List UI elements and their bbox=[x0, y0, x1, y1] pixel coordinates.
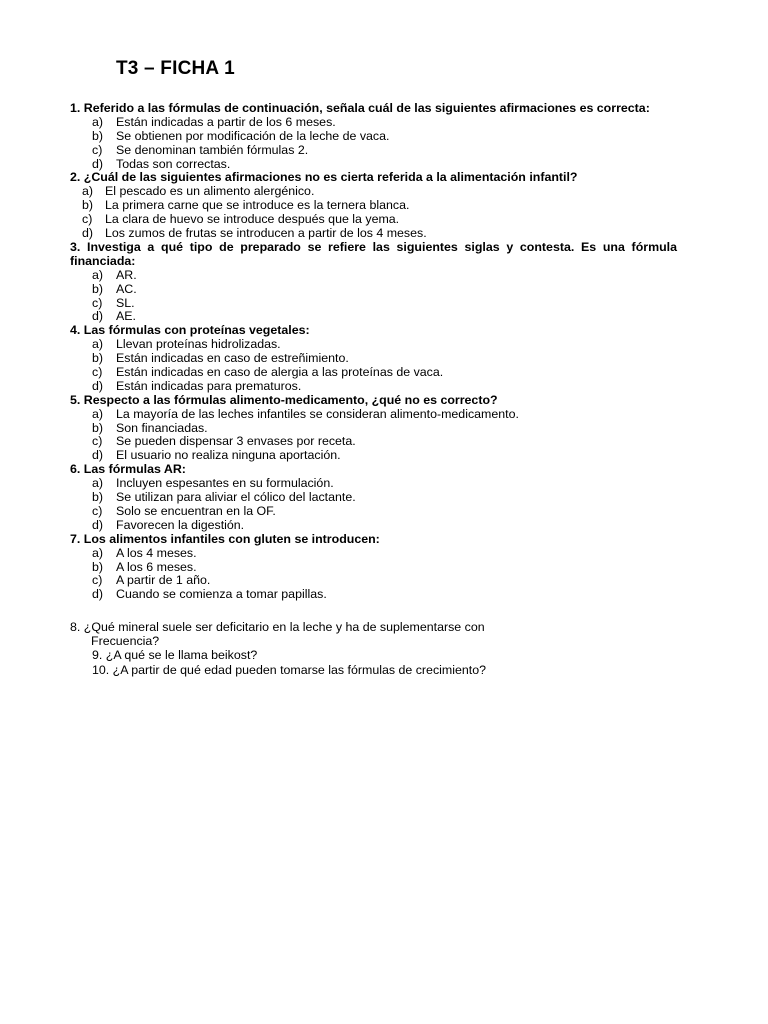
option-label: a) bbox=[92, 114, 104, 129]
option-text: A los 6 meses. bbox=[116, 559, 197, 574]
question-text: 6. Las fórmulas AR: bbox=[70, 462, 186, 477]
option-label: a) bbox=[82, 184, 94, 199]
answer-option bbox=[70, 561, 677, 575]
answer-option bbox=[70, 547, 677, 561]
option-text: La primera carne que se introduce es la ternera blanca. bbox=[105, 198, 410, 213]
option-label: a) bbox=[92, 545, 104, 560]
option-text: Favorecen la digestión. bbox=[116, 517, 245, 532]
option-label: a) bbox=[92, 267, 104, 282]
question-text: 3. Investiga a qué tipo de preparado se refiere las siguientes siglas y contesta. Es una fórmula financiada: bbox=[70, 239, 677, 268]
option-text: AE. bbox=[116, 309, 136, 324]
answer-option bbox=[70, 435, 677, 449]
answer-option bbox=[70, 283, 677, 297]
open-questions bbox=[70, 621, 690, 678]
answer-option bbox=[70, 477, 677, 491]
option-label: b) bbox=[82, 198, 94, 213]
option-text: Se pueden dispensar 3 envases por receta. bbox=[116, 434, 356, 449]
option-text: AR. bbox=[116, 267, 137, 282]
option-label: d) bbox=[82, 226, 94, 241]
answer-option bbox=[70, 574, 677, 588]
answer-option bbox=[70, 519, 677, 533]
option-label: d) bbox=[92, 587, 104, 602]
option-text: La clara de huevo se introduce después que la yema. bbox=[105, 212, 400, 227]
option-text: Solo se encuentran en la OF. bbox=[116, 503, 276, 518]
answer-option bbox=[70, 297, 677, 311]
question-block bbox=[70, 463, 677, 532]
answer-option bbox=[70, 269, 677, 283]
answer-option bbox=[70, 158, 677, 172]
answer-option bbox=[70, 588, 677, 602]
question-block bbox=[70, 324, 677, 393]
option-text: SL. bbox=[116, 295, 135, 310]
answer-option bbox=[70, 408, 677, 422]
option-label: d) bbox=[92, 309, 104, 324]
option-label: b) bbox=[92, 490, 104, 505]
option-label: c) bbox=[92, 142, 103, 157]
question-text: 5. Respecto a las fórmulas alimento-medicamento, ¿qué no es correcto? bbox=[70, 392, 498, 407]
question-text: 1. Referido a las fórmulas de continuación, señala cuál de las siguientes afirmaciones es correcta: bbox=[70, 101, 650, 115]
option-label: b) bbox=[92, 351, 104, 366]
question-9: 9. ¿A qué se le llama beikost? bbox=[92, 647, 258, 662]
option-text: Se denominan también fórmulas 2. bbox=[116, 142, 309, 157]
question-block bbox=[70, 241, 677, 324]
option-text: El usuario no realiza ninguna aportación. bbox=[116, 448, 341, 463]
option-text: Están indicadas en caso de estreñimiento. bbox=[116, 351, 349, 366]
option-text: Están indicadas para prematuros. bbox=[116, 378, 302, 393]
question-text: 4. Las fórmulas con proteínas vegetales: bbox=[70, 323, 310, 338]
option-text: El pescado es un alimento alergénico. bbox=[105, 184, 315, 199]
option-text: A los 4 meses. bbox=[116, 545, 197, 560]
option-label: d) bbox=[92, 448, 104, 463]
question-8-line-1: 8. ¿Qué mineral suele ser deficitario en la leche y ha de suplementarse con bbox=[70, 620, 485, 634]
option-label: c) bbox=[92, 573, 103, 588]
option-label: c) bbox=[92, 295, 103, 310]
option-text: Incluyen espesantes en su formulación. bbox=[116, 476, 334, 491]
option-text: Se utilizan para aliviar el cólico del lactante. bbox=[116, 490, 356, 505]
option-label: d) bbox=[92, 378, 104, 393]
answer-option bbox=[70, 366, 677, 380]
option-text: A partir de 1 año. bbox=[116, 573, 211, 588]
question-block bbox=[70, 102, 677, 171]
option-text: Están indicadas en caso de alergia a las proteínas de vaca. bbox=[116, 365, 444, 379]
option-text: Están indicadas a partir de los 6 meses. bbox=[116, 114, 336, 129]
option-label: b) bbox=[92, 281, 104, 296]
option-text: Llevan proteínas hidrolizadas. bbox=[116, 337, 281, 352]
option-text: Son financiadas. bbox=[116, 420, 208, 435]
option-label: b) bbox=[92, 128, 104, 143]
option-label: c) bbox=[92, 365, 103, 379]
option-label: c) bbox=[92, 434, 103, 449]
option-text: Todas son correctas. bbox=[116, 156, 231, 171]
answer-option bbox=[70, 185, 677, 199]
option-text: Los zumos de frutas se introducen a partir de los 4 meses. bbox=[105, 226, 427, 241]
option-label: c) bbox=[82, 212, 93, 227]
option-label: c) bbox=[92, 503, 103, 518]
answer-option bbox=[70, 116, 677, 130]
question-list bbox=[70, 102, 677, 602]
question-text: 7. Los alimentos infantiles con gluten se introducen: bbox=[70, 531, 380, 546]
question-block bbox=[70, 533, 677, 602]
option-label: a) bbox=[92, 476, 104, 491]
answer-option bbox=[70, 144, 677, 158]
option-text: La mayoría de las leches infantiles se consideran alimento-medicamento. bbox=[116, 406, 519, 421]
option-label: b) bbox=[92, 420, 104, 435]
option-label: d) bbox=[92, 517, 104, 532]
answer-option bbox=[70, 422, 677, 436]
answer-option bbox=[70, 505, 677, 519]
option-label: b) bbox=[92, 559, 104, 574]
option-label: a) bbox=[92, 337, 104, 352]
page-title: T3 – FICHA 1 bbox=[116, 58, 235, 79]
option-text: Cuando se comienza a tomar papillas. bbox=[116, 587, 327, 602]
answer-option bbox=[70, 310, 677, 324]
answer-option bbox=[70, 199, 677, 213]
answer-option bbox=[70, 227, 677, 241]
question-block bbox=[70, 171, 677, 240]
question-8-line-2: Frecuencia? bbox=[91, 633, 160, 648]
question-text: 2. ¿Cuál de las siguientes afirmaciones no es cierta referida a la alimentación infantil? bbox=[70, 170, 578, 185]
option-label: d) bbox=[92, 156, 104, 171]
answer-option bbox=[70, 491, 677, 505]
answer-option bbox=[70, 449, 677, 463]
option-label: a) bbox=[92, 406, 104, 421]
option-text: Se obtienen por modificación de la leche de vaca. bbox=[116, 128, 390, 143]
answer-option bbox=[70, 213, 677, 227]
answer-option bbox=[70, 352, 677, 366]
answer-option bbox=[70, 338, 677, 352]
question-10: 10. ¿A partir de qué edad pueden tomarse las fórmulas de crecimiento? bbox=[92, 662, 486, 677]
answer-option bbox=[70, 380, 677, 394]
answer-option bbox=[70, 130, 677, 144]
option-text: AC. bbox=[116, 281, 137, 296]
question-block bbox=[70, 394, 677, 463]
